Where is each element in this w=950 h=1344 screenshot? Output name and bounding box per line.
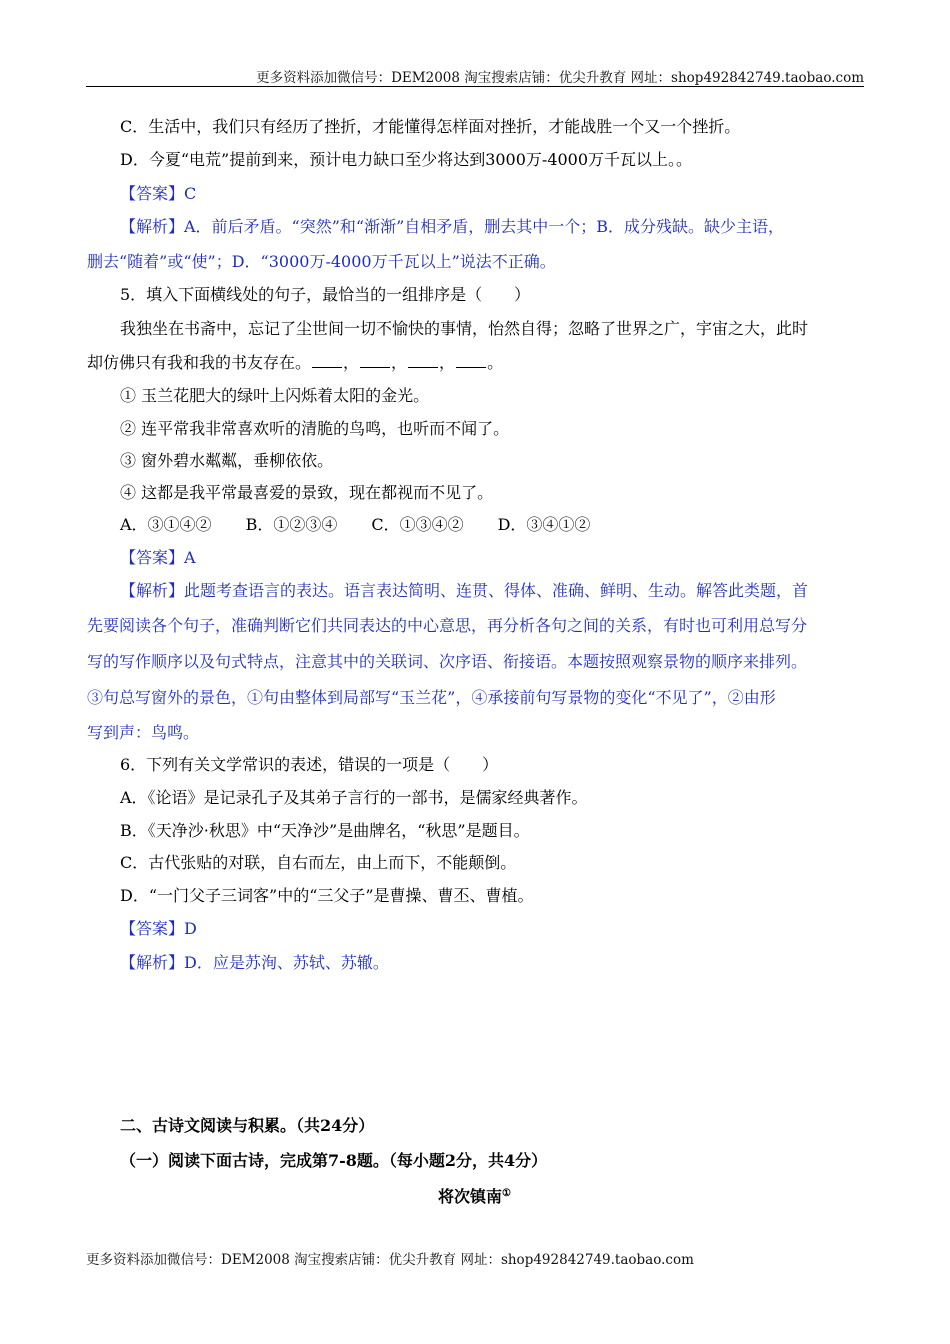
q4-option-c: C．生活中，我们只有经历了挫折，才能懂得怎样面对挫折，才能战胜一个又一个挫折。 bbox=[120, 117, 741, 136]
blank-separator: ， bbox=[343, 353, 360, 372]
q6-option-b: B．《天净沙·秋思》中“天净沙”是曲牌名，“秋思”是题目。 bbox=[120, 821, 530, 840]
footnote-mark: ① bbox=[502, 1188, 511, 1199]
q5-passage-line-1: 我独坐在书斋中，忘记了尘世间一切不愉快的事情，怡然自得；忽略了世界之广，宇宙之大，此时 bbox=[120, 319, 809, 338]
q5-analysis-line-1: 【解析】此题考查语言的表达。语言表达简明、连贯、得体、准确、鲜明、生动。解答此类题，首 bbox=[120, 581, 809, 600]
section-2-heading: 二、古诗文阅读与积累。（共24分） bbox=[120, 1116, 375, 1135]
blank-separator: ， bbox=[439, 353, 456, 372]
blank-4 bbox=[456, 353, 486, 368]
q6-answer: 【答案】D bbox=[120, 919, 197, 938]
q5-sentence-1: ① 玉兰花肥大的绿叶上闪烁着太阳的金光。 bbox=[120, 386, 430, 405]
q4-option-d: D．今夏“电荒”提前到来，预计电力缺口至少将达到3000万-4000万千瓦以上。。 bbox=[120, 150, 693, 169]
section-2-subheading: （一）阅读下面古诗，完成第7-8题。（每小题2分，共4分） bbox=[120, 1151, 548, 1170]
q4-answer: 【答案】C bbox=[120, 184, 197, 203]
q6-option-d: D．“一门父子三词客”中的“三父子”是曹操、曹丕、曹植。 bbox=[120, 886, 534, 905]
q6-analysis: 【解析】D．应是苏洵、苏轼、苏辙。 bbox=[120, 953, 389, 972]
q5-option-d: D．③④①② bbox=[497, 515, 591, 534]
q5-analysis-line-2: 先要阅读各个句子，准确判断它们共同表达的中心意思，再分析各句之间的关系，有时也可利用总写分 bbox=[87, 616, 808, 635]
q6-stem: 6．下列有关文学常识的表述，错误的一项是（ ） bbox=[120, 755, 499, 774]
q4-analysis-line-2: 删去“随着”或“使”；D．“3000万-4000万千瓦以上”说法不正确。 bbox=[87, 252, 556, 271]
poem-title-text: 将次镇南 bbox=[438, 1187, 503, 1206]
q5-analysis-line-4: ③句总写窗外的景色，①句由整体到局部写“玉兰花”，④承接前句写景物的变化“不见了”，②由形 bbox=[87, 688, 776, 707]
q5-option-a: A．③①④② bbox=[120, 515, 212, 534]
q6-option-a: A．《论语》是记录孔子及其弟子言行的一部书，是儒家经典著作。 bbox=[120, 788, 588, 807]
poem-title bbox=[438, 1184, 511, 1207]
q5-options bbox=[120, 515, 624, 535]
q5-option-b: B．①②③④ bbox=[245, 515, 338, 534]
page-footer: 更多资料添加微信号：DEM2008 淘宝搜索店铺：优尖升教育 网址：shop492842749.taobao.com bbox=[86, 1252, 694, 1268]
q5-analysis-line-5: 写到声：鸟鸣。 bbox=[87, 723, 200, 742]
passage-end: 。 bbox=[487, 353, 504, 372]
q6-option-c: C．古代张贴的对联，自右而左，由上而下，不能颠倒。 bbox=[120, 853, 517, 872]
blank-1 bbox=[312, 353, 342, 368]
q5-option-c: C．①③④② bbox=[371, 515, 464, 534]
header-divider bbox=[86, 86, 864, 87]
q5-answer: 【答案】A bbox=[120, 548, 196, 567]
q5-sentence-4: ④ 这都是我平常最喜爱的景致，现在都视而不见了。 bbox=[120, 483, 494, 502]
blank-3 bbox=[408, 353, 438, 368]
q5-sentence-3: ③ 窗外碧水粼粼，垂柳依依。 bbox=[120, 451, 334, 470]
q5-stem: 5．填入下面横线处的句子，最恰当的一组排序是（ ） bbox=[120, 285, 531, 304]
page-header: 更多资料添加微信号：DEM2008 淘宝搜索店铺：优尖升教育 网址：shop492842749.taobao.com bbox=[256, 70, 864, 86]
q5-passage-text: 却仿佛只有我和我的书友存在。 bbox=[87, 353, 312, 372]
q5-sentence-2: ② 连平常我非常喜欢听的清脆的鸟鸣，也听而不闻了。 bbox=[120, 419, 510, 438]
q4-analysis-line-1: 【解析】A．前后矛盾。“突然”和“渐渐”自相矛盾，删去其中一个；B．成分残缺。缺少主语， bbox=[120, 217, 785, 236]
blank-2 bbox=[360, 353, 390, 368]
blank-separator: ， bbox=[391, 353, 408, 372]
q5-passage-line-2 bbox=[87, 353, 503, 373]
q5-analysis-line-3: 写的写作顺序以及句式特点，注意其中的关联词、次序语、衔接语。本题按照观察景物的顺序来排列。 bbox=[87, 652, 808, 671]
